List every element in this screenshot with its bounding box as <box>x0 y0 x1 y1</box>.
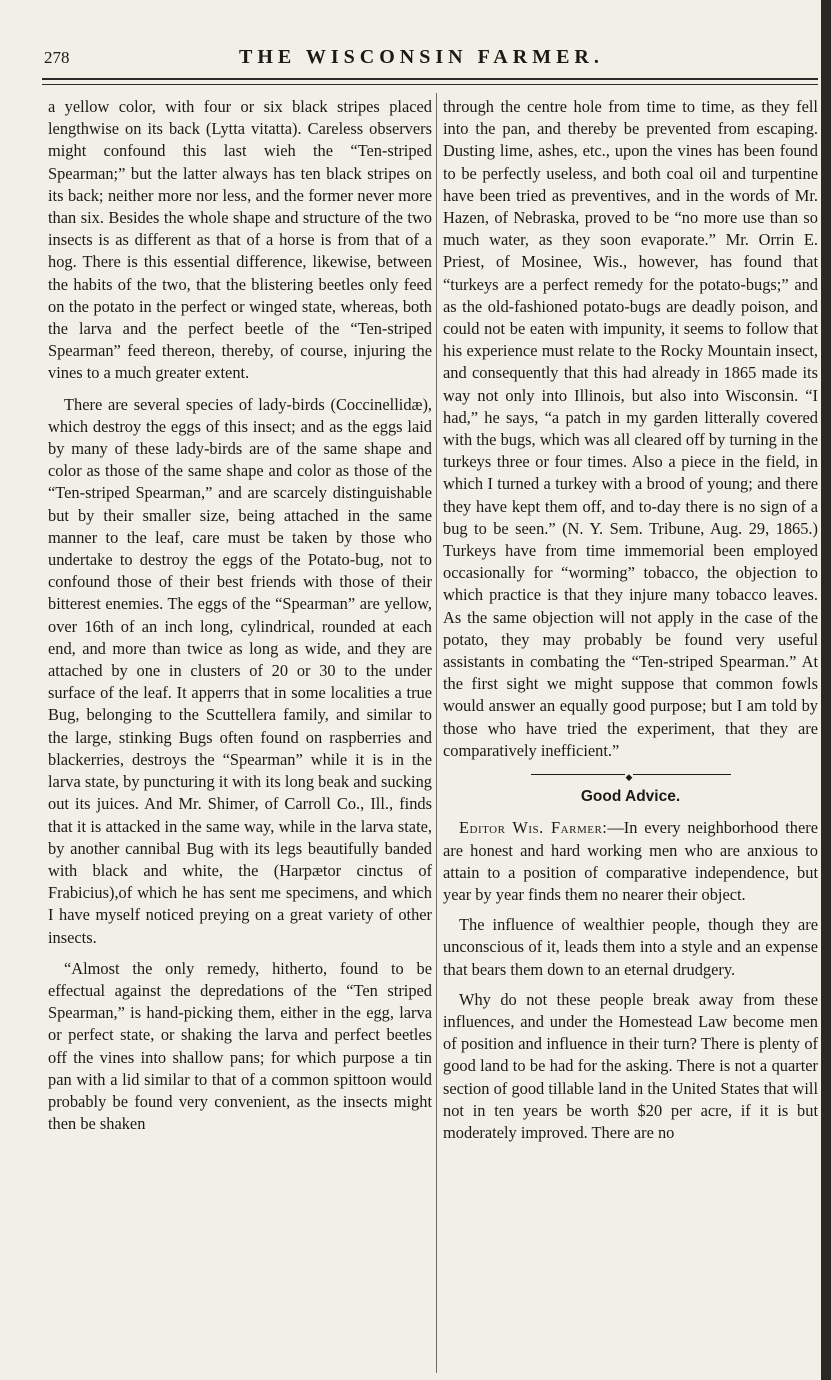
section-separator <box>531 774 731 775</box>
header-rule-thick <box>42 78 818 80</box>
left-paragraph: “Almost the only remedy, hitherto, found to be effectual against the depredations of the “Ten striped Spearman,” is hand-picking them, either in the egg, larva or perfect state, or shaking the larva and perfect beetles off the vines into shallow pans; for which purpose a tin pan with a lid similar to that of a common spittoon would probably be found very convenient, as the insects might then be shaken <box>48 958 432 1134</box>
header-rule-thin <box>42 84 818 85</box>
right-paragraph: through the centre hole from time to time, as they fell into the pan, and thereby be prevented from escaping. Dusting lime, ashes, etc., upon the vines has been found to be perfectly useless, and both coal oil and turpentine have been tried as preventives, and in the words of Mr. Hazen, of Nebraska, proved to be “no more use than so much water, as they soon evaporate.” Mr. Orrin E. Priest, of Mosinee, Wis., however, has found that “turkeys are a perfect remedy for the potato-bugs;” and as the old-fashioned potato-bugs are deadly poison, and could not be eaten with impunity, it seems to follow that his experience must relate to the Rocky Mountain insect, and consequently that this had already in 1865 made its way not only into Illinois, but also into Wisconsin. “I had,” he says, “a patch in my garden litterally covered with the bugs, which was all cleared off by turning in the turkeys three or four times. Also a piece in the field, in which I turned a turkey with a brood of young; and there they have kept them off, and to-day there is no sign of a bug to be seen.” (N. Y. Sem. Tribune, Aug. 29, 1865.) Turkeys have from time immemorial been employed occasionally for “worming” tobacco, the objection to which practice is that they injure many tobacco leaves. As the same objection will not apply in the case of the potato, they may probably be found very useful assistants in combating the “Ten-striped Spearman.” At the first sight we might suppose that common fowls would answer an equally good purpose; but I am told by those who have tried the experiment, that they are comparatively inefficient.” <box>443 97 818 760</box>
section-heading: Good Advice. <box>580 788 681 806</box>
letter-opening <box>443 817 818 906</box>
right-column <box>443 96 818 1144</box>
left-column <box>48 96 432 1135</box>
salutation: Editor Wis. Farmer: <box>459 818 608 838</box>
letter-opening-text: —In every neighborhood there are honest and hard working men who are anxious to attain to a position of comparative independence, but year by year finds them no nearer their object. <box>443 818 818 904</box>
journal-title: THE WISCONSIN FARMER. <box>239 46 604 68</box>
advice-paragraph: The influence of wealthier people, though they are unconscious of it, leads them into a style and an expense that bears them down to an eternal drudgery. <box>443 915 818 979</box>
page-number: 278 <box>44 48 70 67</box>
page-header <box>44 48 818 72</box>
left-paragraph: a yellow color, with four or six black stripes placed lengthwise on its back (Lytta vitatta). Careless observers might confound this last wieh the “Ten-striped Spearman;” but the latter always has ten black stripes on its back; neither more nor less, and the former never more than six. Besides the whole shape and structure of the two insects is as different as that of a horse is from that of a hog. There is this essential difference, likewise, between the habits of the two, that the blistering beetles only feed on the potato in the perfect or winged state, whereas, both the larva and the perfect beetle of the “Ten-striped Spearman” feed thereon, thereby, of course, injuring the vines to a much greater extent. <box>48 97 432 383</box>
column-divider <box>436 93 437 1373</box>
advice-paragraph: Why do not these people break away from these influences, and under the Homestead Law become men of position and influence in their turn? There is plenty of good land to be had for the asking. There is not a quarter section of good tillable land in the United States that will not in ten years be worth $20 per acre, if it is but moderately improved. There are no <box>443 989 818 1142</box>
left-paragraph: There are several species of lady-birds (Coccinellidæ), which destroy the eggs of this insect; and as the eggs laid by many of these lady-birds are of the same shape and color as those of the same shape and color as those of the “Ten-striped Spearman,” and are scarcely distinguishable but by their smaller size, being attached in the same manner to the leaf, care must be taken by those who undertake to destroy the eggs of the Potato-bug, not to confound those of their best friends with those of their bitterest enemies. The eggs of the “Spearman” are yellow, over 16th of an inch long, cylindrical, rounded at each end, and more than twice as long as wide, and they are attached by one in clusters of 20 or 30 to the under surface of the leaf. It apperrs that in some localities a true Bug, belonging to the Scuttellera family, and similar to the large, stinking Bugs often found on raspberries and blackerries, destroys the “Spearman” while it is in the larva state, by puncturing it with its long beak and sucking out its juices. And Mr. Shimer, of Carroll Co., Ill., finds that it is attacked in the same way, while in the larva state, by another cannibal Bug with its legs beautifully banded with black and white, the (Harpætor cinctus of Frabicius),of which he has sent me specimens, and which I have myself noticed preying on a great variety of other insects. <box>48 394 432 947</box>
page-edge-shadow <box>821 0 831 1380</box>
